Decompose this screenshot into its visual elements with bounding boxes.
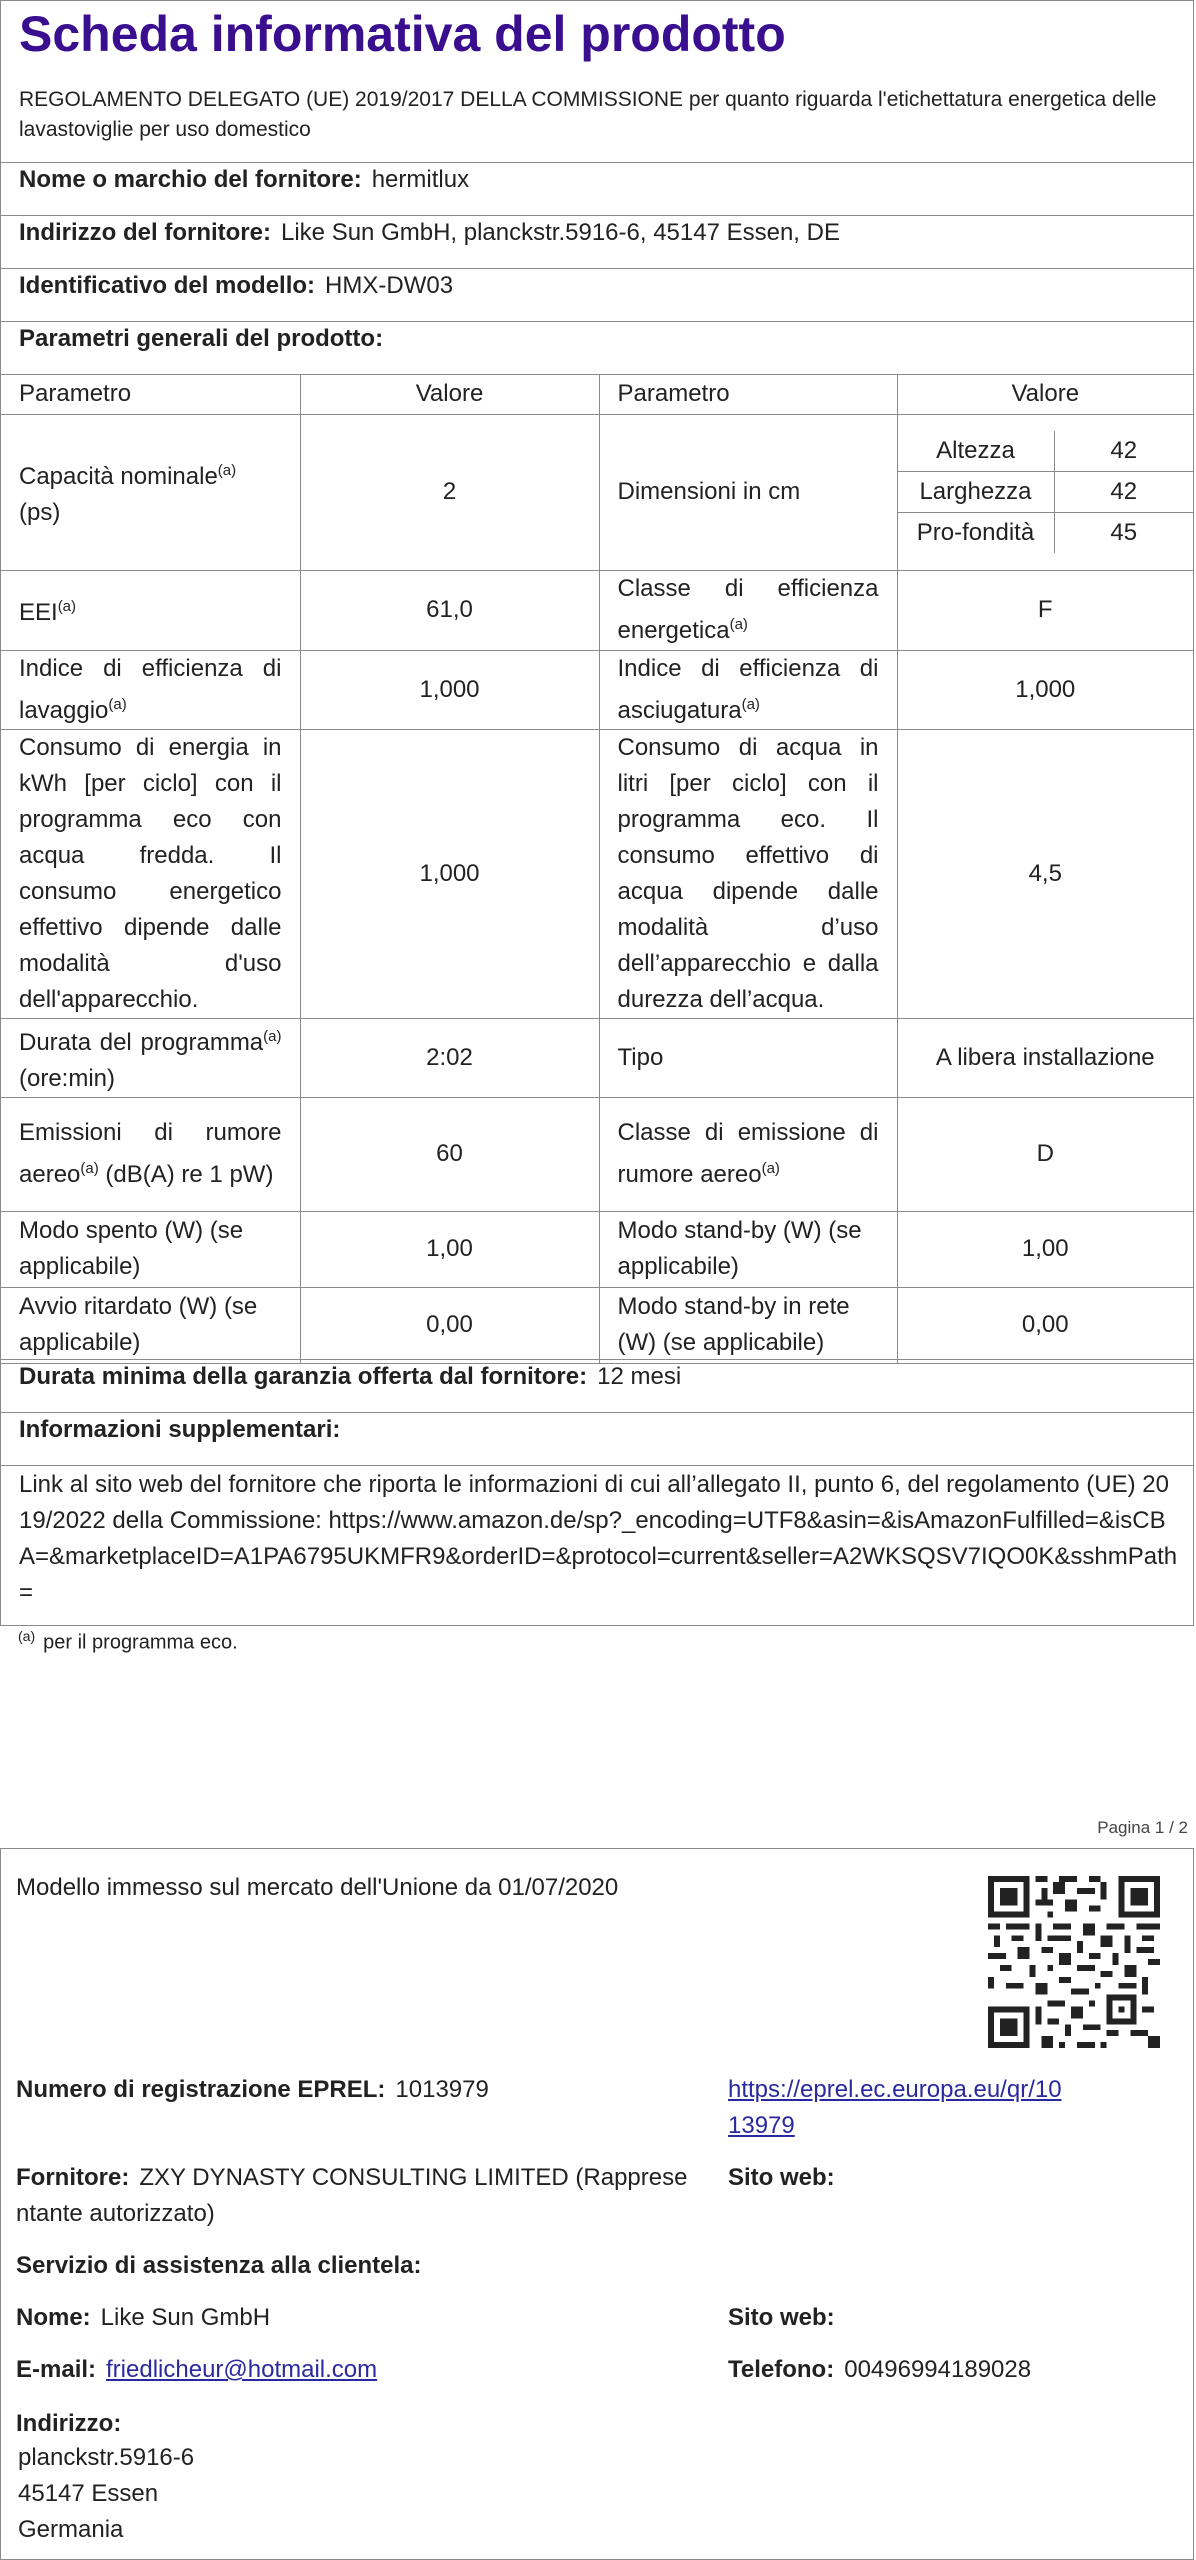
model-id-row [19,272,453,300]
wash-label: Indice di efficienza di lavaggio$^{(a)}$ [1,650,300,729]
table-row [1,1287,1193,1363]
table-row [1,570,1193,650]
service-website-row: Sito web: [728,2304,835,2331]
service-name-label: Nome: [16,2304,91,2331]
header-value-2: Valore [897,374,1193,414]
warranty-value: 12 mesi [597,1363,682,1390]
water-value: 4,5 [897,729,1193,1018]
phone-row [728,2356,1031,2384]
divider [1,1465,1193,1466]
table-row [1,414,1193,570]
dry-label: Indice di efficienza di asciugatura$^{(a)}$ [599,650,897,729]
header-param-2: Parametro [599,374,897,414]
network-label: Modo stand-by in rete (W) (se applicabile) [599,1287,897,1363]
model-id-label: Identificativo del modello: [19,272,316,299]
header-param: Parametro [1,374,300,414]
energy-label: Consumo di energia in kWh [per ciclo] con il programma eco con acqua fredda. Il consumo energetico effettivo dipende dalle modalità d'uso dell'apparecchio. [1,729,300,1018]
phone-value: 00496994189028 [844,2356,1032,2383]
eei-value: 61,0 [300,570,599,650]
dimensions-table [898,431,1194,553]
supplier-address-value: Like Sun GmbH, planckstr.5916-6, 45147 Essen, DE [281,219,840,246]
off-label: Modo spento (W) (se applicabile) [1,1211,300,1287]
qr-code-icon[interactable] [988,1876,1160,2048]
duration-label: Durata del programma$^{(a)}$ (ore:min) [1,1018,300,1097]
address-line-3: Germania [18,2516,124,2543]
parameters-table [1,374,1193,1364]
depth-value: 45 [1110,519,1138,546]
eprel-value: 1013979 [395,2076,489,2103]
noise-class-label: Classe di emissione di rumore aereo$^{(a)}$ [599,1097,897,1211]
model-id-value: HMX-DW03 [325,272,454,299]
customer-service-heading: Servizio di assistenza alla clientela: [16,2252,422,2279]
standby-value: 1,00 [897,1211,1193,1287]
divider [1,215,1193,216]
supplier-website-row: Sito web: [728,2164,835,2191]
eprel-label: Numero di registrazione EPREL: [16,2076,386,2103]
divider [1,321,1193,322]
dims-cell [897,414,1193,570]
warranty-row [19,1363,681,1391]
energy-value: 1,000 [300,729,599,1018]
noise-value: 60 [300,1097,599,1211]
capacity-value: 2 [300,414,599,570]
table-row [1,650,1193,729]
eprel-link-cont[interactable]: 13979 [728,2112,795,2139]
table-header-row [1,374,1193,414]
table-row [1,1018,1193,1097]
supplier-name-label: Nome o marchio del fornitore: [19,166,362,193]
height-label: Altezza [898,431,1055,472]
dry-value: 1,000 [897,650,1193,729]
header-value: Valore [300,374,599,414]
supplier-row [16,2164,687,2192]
table-row [1,729,1193,1018]
width-value: 42 [1054,472,1193,513]
dims-label: Dimensioni in cm [599,414,897,570]
eprel-link[interactable]: https://eprel.ec.europa.eu/qr/10 [728,2076,1062,2103]
divider [1,268,1193,269]
supplier-label: Fornitore: [16,2164,130,2191]
off-value: 1,00 [300,1211,599,1287]
noise-label: Emissioni di rumore aereo$^{(a)}$ (dB(A) re 1 pW) [1,1097,300,1211]
wash-value: 1,000 [300,650,599,729]
noise-class-value: D [897,1097,1193,1211]
page-number: Pagina 1 / 2 [1097,1818,1188,1837]
depth-label: Pro-fondità [898,513,1055,554]
table-row [1,1097,1193,1211]
supplier-value: ZXY DYNASTY CONSULTING LIMITED (Rapprese [139,2164,688,2191]
capacity-label: Capacità nominale$^{(a)}$ (ps) [1,414,300,570]
extra-info-heading: Informazioni supplementari: [19,1416,341,1443]
supplier-address-row [19,219,840,247]
standby-label: Modo stand-by (W) (se applicabile) [599,1211,897,1287]
regulation-subtitle: REGOLAMENTO DELEGATO (UE) 2019/2017 DELLA COMMISSIONE per quanto riguarda l'etichettatura energetica delle lavastoviglie per uso domestico [19,88,1157,141]
phone-label: Telefono: [728,2356,835,2383]
email-row [16,2356,377,2384]
type-value: A libera installazione [897,1018,1193,1097]
divider [1,1412,1193,1413]
supplier-address-label: Indirizzo del fornitore: [19,219,271,246]
email-label: E-mail: [16,2356,97,2383]
divider [1,1359,1193,1360]
service-name-value: Like Sun GmbH [100,2304,271,2331]
address-line-1: planckstr.5916-6 [18,2444,195,2471]
class-label: Classe di efficienza energetica$^{(a)}$ [599,570,897,650]
general-params-heading: Parametri generali del prodotto: [19,325,384,352]
market-date-text: Modello immesso sul mercato dell'Unione da 01/07/2020 [16,1874,619,1901]
width-label: Larghezza [898,472,1055,513]
address-heading: Indirizzo: [16,2410,122,2437]
water-label: Consumo di acqua in litri [per ciclo] con il programma eco. Il consumo effettivo di acqua dipende dalle modalità d’uso dell’apparecchio e dalla durezza dell’acqua. [599,729,897,1018]
warranty-label: Durata minima della garanzia offerta dal fornitore: [19,1363,588,1390]
delay-value: 0,00 [300,1287,599,1363]
type-label: Tipo [599,1018,897,1097]
supplier-name-value: hermitlux [371,166,470,193]
supplier-name-row [19,166,469,194]
footnote: $^{(a)}$ per il programma eco. [18,1628,238,1654]
page-title: Scheda informativa del prodotto [19,6,786,62]
duration-value: 2:02 [300,1018,599,1097]
delay-label: Avvio ritardato (W) (se applicabile) [1,1287,300,1363]
divider [1,162,1193,163]
service-name-row [16,2304,270,2332]
network-value: 0,00 [897,1287,1193,1363]
eprel-row [16,2076,489,2104]
email-link[interactable]: friedlicheur@hotmail.com [106,2356,378,2383]
address-line-2: 45147 Essen [18,2480,159,2507]
supplier-website-text[interactable]: Link al sito web del fornitore che riporta le informazioni di cui all’allegato II, punto 6, del regolamento (UE) 2019/2022 della Commissione: https://www.amazon.de/sp?_encoding=UTF8&asin=&isAmazonFulfilled=&isCBA=&marketplaceID=A1PA6795UKMFR9&orderID=&protocol=current&seller=A2WKSQSV7IQO0K&sshmPath= [19,1471,1178,1606]
supplier-value-cont: ntante autorizzato) [16,2200,215,2227]
table-row [1,1211,1193,1287]
height-value: 42 [1054,431,1193,472]
class-value: F [897,570,1193,650]
eei-label: EEI$^{(a)}$ [1,570,300,650]
